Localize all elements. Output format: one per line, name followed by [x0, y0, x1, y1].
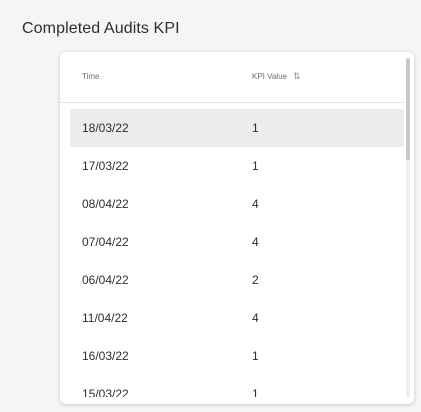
column-header-time[interactable]	[82, 72, 99, 81]
sort-icon[interactable]: ⇅	[292, 71, 301, 81]
cell-kpi-value: 4	[252, 197, 259, 211]
cell-kpi-value: 1	[252, 387, 259, 397]
cell-time: 18/03/22	[82, 121, 129, 135]
column-header-kpi-value[interactable]	[252, 72, 301, 81]
table-row[interactable]	[70, 185, 404, 223]
column-header-kpi-value-label: KPI Value	[252, 72, 287, 81]
table-row[interactable]	[70, 147, 404, 185]
cell-time: 15/03/22	[82, 387, 129, 397]
table-header	[60, 52, 404, 103]
cell-time: 17/03/22	[82, 159, 129, 173]
table-row[interactable]	[70, 261, 404, 299]
panel-title: Completed Audits KPI	[22, 20, 180, 37]
cell-time: 08/04/22	[82, 197, 129, 211]
cell-kpi-value: 4	[252, 235, 259, 249]
table-body	[70, 109, 404, 397]
kpi-table-card	[60, 52, 414, 404]
cell-kpi-value: 2	[252, 273, 259, 287]
table-row[interactable]	[70, 109, 404, 147]
scrollbar-thumb[interactable]	[406, 58, 410, 160]
cell-kpi-value: 4	[252, 311, 259, 325]
table-row[interactable]	[70, 375, 404, 397]
cell-kpi-value: 1	[252, 349, 259, 363]
cell-kpi-value: 1	[252, 159, 259, 173]
vertical-scrollbar[interactable]	[406, 58, 410, 398]
cell-time: 11/04/22	[82, 311, 128, 325]
cell-time: 06/04/22	[82, 273, 129, 287]
cell-kpi-value: 1	[252, 121, 259, 135]
table-row[interactable]	[70, 337, 404, 375]
cell-time: 07/04/22	[82, 235, 129, 249]
table-row[interactable]	[70, 223, 404, 261]
cell-time: 16/03/22	[82, 349, 129, 363]
table-row[interactable]	[70, 299, 404, 337]
column-header-time-label: Time	[82, 72, 100, 81]
